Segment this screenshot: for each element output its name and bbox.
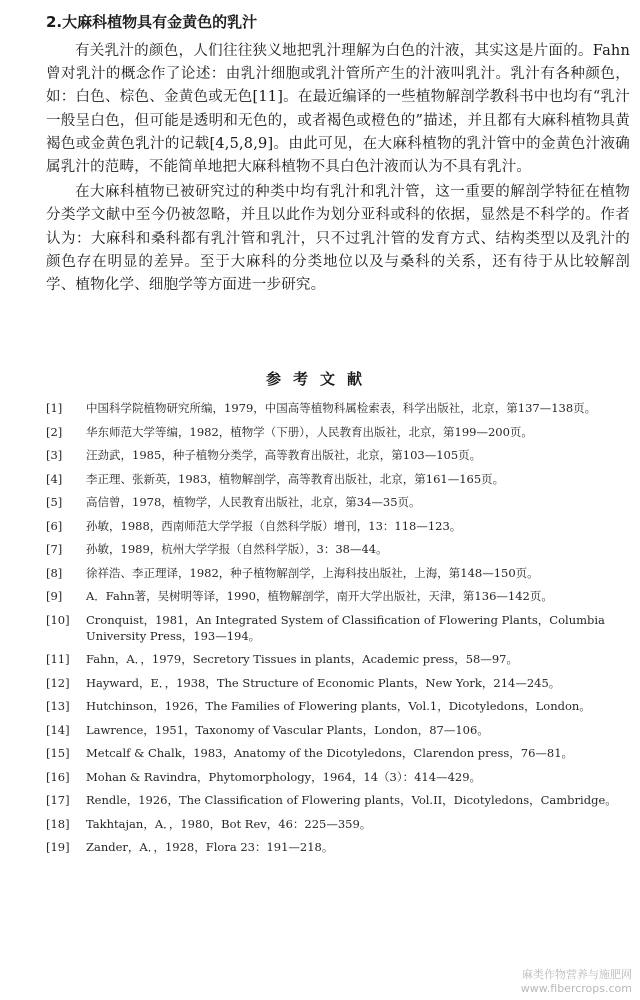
reference-number: [16] — [46, 769, 70, 784]
reference-number: [12] — [46, 675, 70, 690]
reference-item — [46, 518, 626, 534]
body-text — [46, 40, 630, 297]
reference-item — [46, 541, 626, 557]
reference-text: Hayward，E．，1938，The Structure of Economic Plants，New York，214—245。 — [86, 675, 561, 690]
reference-text: Hutchinson，1926，The Families of Flowering plants，Vol.1，Dicotyledons，London。 — [86, 699, 591, 713]
reference-text: 华东师范大学等编，1982，植物学（下册），人民教育出版社，北京，第199—200页。 — [86, 424, 533, 439]
reference-number: [15] — [46, 746, 70, 760]
watermark-site-name: 麻类作物营养与施肥网 — [522, 968, 632, 981]
reference-number: [3] — [46, 448, 63, 462]
reference-item — [46, 675, 626, 691]
reference-text: Rendle，1926，The Classification of Flowering plants，Vol.II，Dicotyledons，Cambridge。 — [86, 793, 617, 807]
reference-number: [5] — [46, 495, 63, 509]
references-list — [46, 400, 626, 863]
reference-number: [11] — [46, 652, 70, 666]
reference-item — [46, 588, 626, 604]
reference-text: 汪劲武，1985，种子植物分类学，高等教育出版社，北京，第103—105页。 — [86, 448, 482, 462]
paragraph-2: 在大麻科植物已被研究过的种类中均有乳汁和乳汁管，这一重要的解剖学特征在植物分类学文献中至今仍被忽略，并且以此作为划分亚科或科的依据，显然是不科学的。作者认为：大麻科和桑科都有乳汁管和乳汁，只不过乳汁管的发育方式、结构类型以及乳汁的颜色存在明显的差异。至于大麻科的分类地位以及与桑科的关系，还有待于从比较解剖学、植物化学、细胞学等方面进一步研究。 — [46, 184, 630, 294]
reference-number: [6] — [46, 518, 63, 533]
reference-item — [46, 839, 626, 855]
site-watermark — [521, 968, 632, 996]
reference-item — [46, 816, 626, 832]
reference-text: Mohan & Ravindra，Phytomorphology，1964，14（3）：414—429。 — [86, 769, 482, 784]
reference-text: Cronquist，1981，An Integrated System of Classification of Flowering Plants，Columbia University Press，193—194。 — [86, 612, 605, 643]
reference-item — [46, 612, 626, 644]
section-title: 2.大麻科植物具有金黄色的乳汁 — [46, 13, 258, 31]
reference-text: 李正理、张新英，1983，植物解剖学，高等教育出版社，北京，第161—165页。 — [86, 471, 505, 486]
reference-text: Metcalf & Chalk，1983，Anatomy of the Dicotyledons，Clarendon press，76—81。 — [86, 746, 574, 760]
reference-number: [9] — [46, 589, 63, 603]
reference-item — [46, 722, 626, 738]
reference-item — [46, 769, 626, 785]
reference-item — [46, 494, 626, 510]
reference-text: 孙敏，1989，杭州大学学报（自然科学版），3：38—44。 — [86, 542, 388, 556]
reference-number: [19] — [46, 840, 70, 854]
reference-number: [7] — [46, 542, 63, 556]
reference-item — [46, 447, 626, 463]
reference-item — [46, 745, 626, 761]
reference-number: [1] — [46, 401, 63, 415]
reference-text: Lawrence，1951，Taxonomy of Vascular Plants，London，87—106。 — [86, 722, 489, 737]
reference-item — [46, 698, 626, 714]
reference-text: 徐祥浩、李正理译，1982，种子植物解剖学，上海科技出版社，上海，第148—150页。 — [86, 565, 539, 580]
reference-number: [4] — [46, 471, 63, 486]
reference-number: [8] — [46, 565, 63, 580]
watermark-url: www.fibercrops.com — [520, 982, 632, 995]
reference-number: [10] — [46, 612, 70, 627]
reference-item — [46, 424, 626, 440]
reference-number: [17] — [46, 793, 70, 807]
reference-text: A．Fahn著，吴树明等译，1990，植物解剖学，南开大学出版社，天津，第136—142页。 — [86, 589, 553, 603]
reference-item — [46, 651, 626, 667]
reference-number: [2] — [46, 424, 63, 439]
reference-item — [46, 565, 626, 581]
reference-number: [13] — [46, 699, 70, 713]
reference-item — [46, 471, 626, 487]
reference-text: 中国科学院植物研究所编，1979，中国高等植物科属检索表，科学出版社，北京，第137—138页。 — [86, 401, 597, 415]
reference-text: 孙敏，1988，西南师范大学学报（自然科学版）增刊，13：118—123。 — [86, 518, 462, 533]
paragraph-1: 有关乳汁的颜色，人们往往狭义地把乳汁理解为白色的汁液，其实这是片面的。Fahn曾对乳汁的概念作了论述：由乳汁细胞或乳汁管所产生的汁液叫乳汁。乳汁有各种颜色，如：白色、棕色、金黄色或无色[11]。在最近编译的一些植物解剖学教科书中也均有“乳汁一般呈白色，但可能是透明和无色的，或者褐色或橙色的”描述，并且都有大麻科植物具黄褐色或金黄色乳汁的记载[4,5,8,9]。由此可见，在大麻科植物的乳汁管中的金黄色汁液确属乳汁的范畴，不能简单地把大麻科植物不具白色汁液而认为不具有乳汁。 — [46, 43, 630, 176]
reference-text: Fahn，A．，1979，Secretory Tissues in plants，Academic press，58—97。 — [86, 652, 518, 666]
reference-text: Zander，A．，1928，Flora 23：191—218。 — [86, 840, 334, 854]
reference-text: Takhtajan，A．，1980，Bot Rev，46：225—359。 — [86, 816, 372, 831]
reference-text: 高信曾，1978，植物学，人民教育出版社，北京，第34—35页。 — [86, 495, 421, 509]
reference-item — [46, 400, 626, 416]
reference-number: [14] — [46, 722, 70, 737]
reference-item — [46, 792, 626, 808]
references-title: 参考文献 — [265, 370, 374, 388]
reference-number: [18] — [46, 816, 70, 831]
